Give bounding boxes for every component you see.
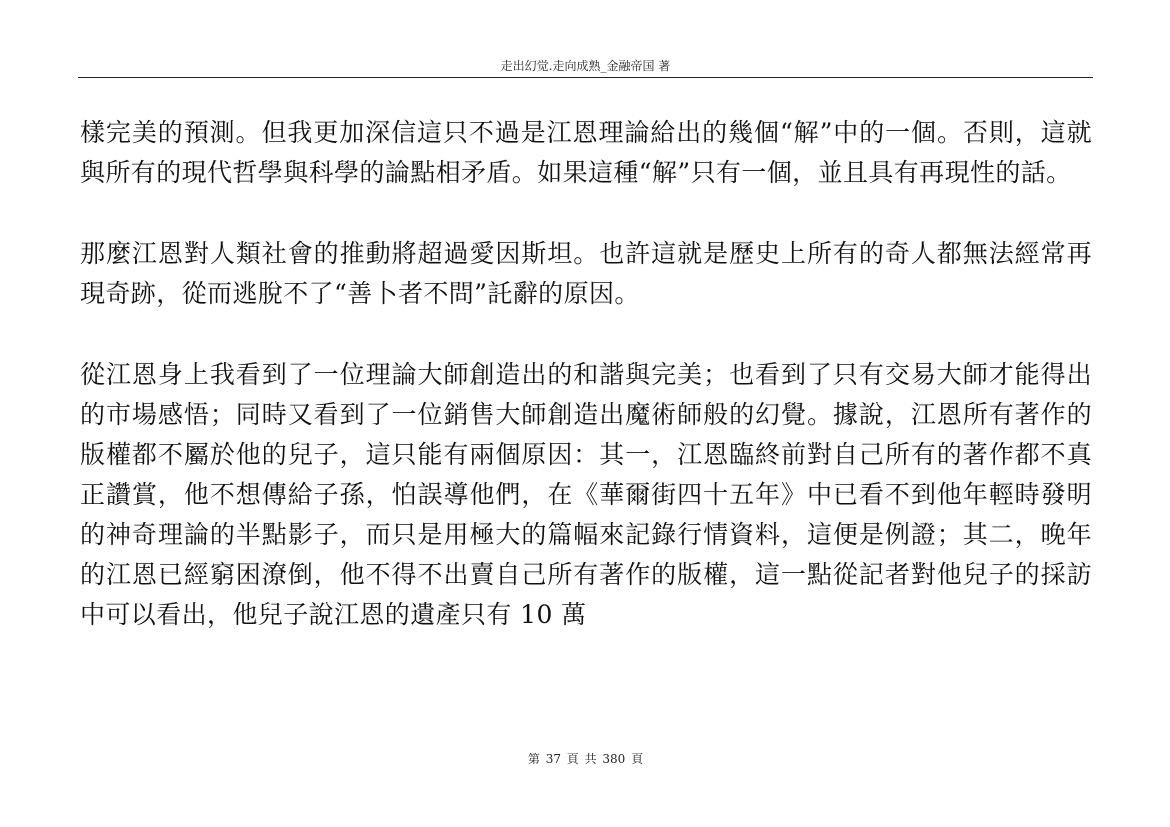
header-divider [78, 77, 1093, 78]
page-header: 走出幻觉.走向成熟_金融帝国 著 [500, 59, 671, 73]
paragraph: 樣完美的預測。但我更加深信這只不過是江恩理論給出的幾個“解”中的一個。否則，這就與所有的現代哲學與科學的論點相矛盾。如果這種“解”只有一個，並且具有再現性的話。 [80, 118, 1092, 187]
paragraph: 那麼江恩對人類社會的推動將超過愛因斯坦。也許這就是歷史上所有的奇人都無法經常再現奇跡，從而逃脫不了“善卜者不問”託辭的原因。 [80, 239, 1092, 308]
page-number-footer: 第 37 頁 共 380 頁 [527, 752, 644, 766]
document-body [80, 113, 1092, 635]
paragraph: 從江恩身上我看到了一位理論大師創造出的和諧與完美；也看到了只有交易大師才能得出的市場感悟；同時又看到了一位銷售大師創造出魔術師般的幻覺。據說，江恩所有著作的版權都不屬於他的兒子，這只能有兩個原因：其一，江恩臨終前對自己所有的著作都不真正讚賞，他不想傳給子孫，怕誤導他們，在《華爾街四十五年》中已看不到他年輕時發明的神奇理論的半點影子，而只是用極大的篇幅來記錄行情資料，這便是例證；其二，晚年的江恩已經窮困潦倒，他不得不出賣自己所有著作的版權，這一點從記者對他兒子的採訪中可以看出，他兒子說江恩的遺產只有 10 萬 [80, 360, 1092, 629]
